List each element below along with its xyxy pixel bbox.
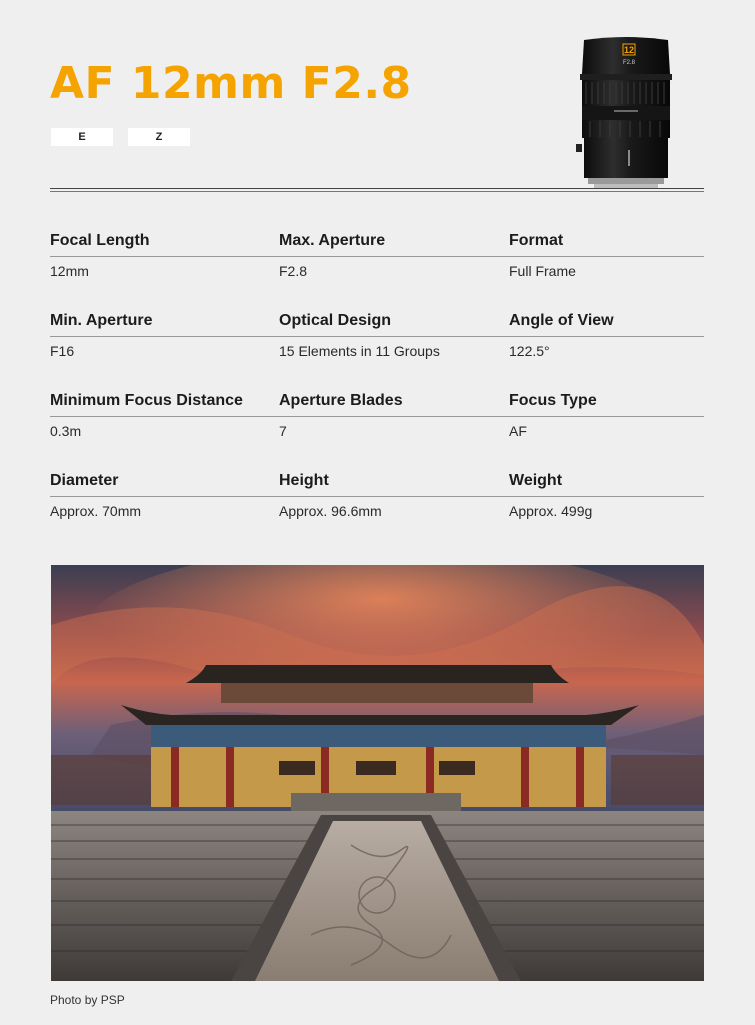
mount-option-z[interactable]: Z (128, 128, 190, 146)
spec-value: Approx. 499g (509, 503, 593, 519)
spec-label: Angle of View (509, 312, 614, 329)
spec-value: F16 (50, 343, 75, 359)
spec-label: Optical Design (279, 312, 392, 329)
mount-option-e[interactable]: E (51, 128, 113, 146)
spec-label: Focus Type (509, 392, 597, 409)
spec-value: 7 (279, 423, 287, 439)
spec-value: Full Frame (509, 263, 576, 279)
spec-label: Max. Aperture (279, 232, 386, 249)
spec-label: Weight (509, 472, 563, 489)
spec-row (50, 222, 704, 302)
mount-options (51, 128, 190, 146)
spec-label: Min. Aperture (50, 312, 153, 329)
product-title: AF 12mm F2.8 (50, 58, 412, 109)
spec-row (50, 462, 704, 542)
header-divider-secondary (50, 191, 704, 192)
spec-row (50, 382, 704, 462)
spec-divider (50, 336, 704, 337)
temple-photo-illustration (51, 565, 704, 981)
spec-label: Format (509, 232, 564, 249)
spec-value: 0.3m (50, 423, 82, 439)
spec-value: 122.5° (509, 343, 550, 359)
spec-divider (50, 496, 704, 497)
spec-value: 15 Elements in 11 Groups (279, 343, 440, 359)
spec-divider (50, 256, 704, 257)
lens-focal-marking: 12 (623, 45, 635, 55)
sample-photo (51, 565, 704, 981)
spec-label: Focal Length (50, 232, 150, 249)
lens-product-image (570, 32, 682, 192)
spec-value: AF (509, 423, 527, 439)
photo-credit: Photo by PSP (50, 993, 125, 1007)
spec-value: 12mm (50, 263, 89, 279)
spec-value: Approx. 96.6mm (279, 503, 382, 519)
header-divider (50, 188, 704, 189)
spec-value: Approx. 70mm (50, 503, 142, 519)
spec-label: Height (279, 472, 329, 489)
spec-label: Aperture Blades (279, 392, 403, 409)
spec-table (50, 222, 704, 542)
spec-value: F2.8 (279, 263, 308, 279)
spec-divider (50, 416, 704, 417)
spec-row (50, 302, 704, 382)
lens-aperture-marking: F2.8 (622, 60, 636, 66)
spec-label: Diameter (50, 472, 119, 489)
spec-label: Minimum Focus Distance (50, 392, 243, 409)
